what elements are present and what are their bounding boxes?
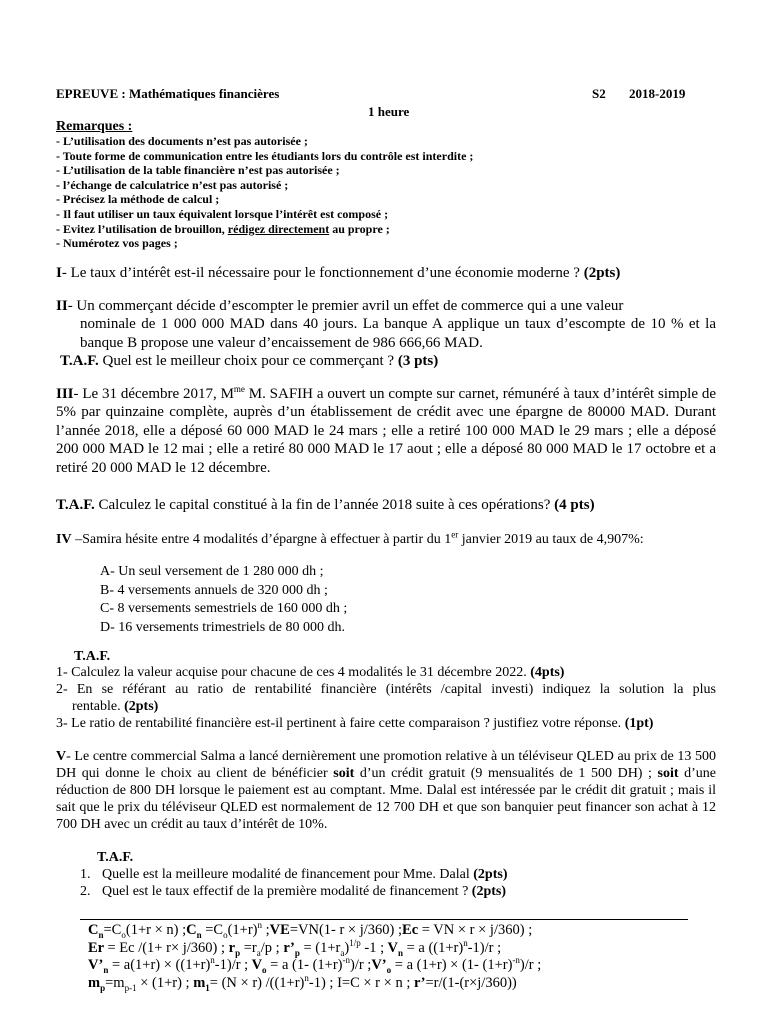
question-5: V- Le centre commercial Salma a lancé dernièrement une promotion relative à un téléviseur QLED au prix de 13 500 DH qui donne le choix au client de bénéficier soit d’un crédit gratuit (9 mensualités de 1 500 DH) ; soit d’une réduction de 800 DH lorsque le paiement est au comptant. Mme. Dalal est intéressée par le crédit dit gratuit ; mais il sait que le prix du téléviseur QLED est normalement de 12 700 DH et que son banquier peut financer son achat à 12 700 DH avec un crédit au taux d’intérêt de 10%. — [56, 749, 716, 832]
formula-separator — [80, 919, 688, 920]
question-number: V — [56, 749, 67, 764]
remark-item: - Numérotez vos pages ; — [56, 236, 178, 251]
task-item: 2. Quel est le taux effectif de la première modalité de financement ? (2pts) — [80, 884, 507, 899]
task-item: 1. Quelle est la meilleure modalité de financement pour Mme. Dalal (2pts) — [80, 867, 508, 882]
points: (4 pts) — [554, 497, 595, 513]
points: (2pts) — [471, 884, 507, 899]
points: (4pts) — [530, 665, 565, 680]
taf-label: T.A.F. — [56, 497, 95, 513]
points: (3 pts) — [397, 353, 439, 369]
question-5-tasks — [80, 866, 508, 900]
exam-title: EPREUVE : Mathématiques financières — [56, 86, 280, 101]
taf-label: T.A.F. — [97, 850, 134, 865]
question-2-task: T.A.F. Quel est le meilleur choix pour ce commerçant ? (3 pts) — [60, 353, 439, 369]
formula-line: $m_p=m_{p-1} \times (1+r)$ ; $m_1= (N \times r)$ $/((1+r)^n-1)$ ; I=C × r × n ; r’=r/(1-(r×j/360)) — [88, 972, 517, 993]
remark-item: - L’utilisation de la table financière n’est pas autorisée ; — [56, 163, 340, 178]
remarks-title: Remarques : — [56, 119, 133, 134]
task-item: 3- Le ratio de rentabilité financière est-il pertinent à faire cette comparaison ? justifiez votre réponse. (1pt) — [56, 716, 654, 731]
taf-label: T.A.F. — [60, 353, 99, 369]
formula-line: Er = Ec /(1+ r× j/360) ; $r_p =r_a/p$ ; $r’_p = (1+r_a)^{1/p}$ -1 ; $V_n = a$ $((1+r)^n-1)/r$ ; — [88, 937, 502, 958]
savings-options — [100, 563, 347, 637]
question-1: I- Le taux d’intérêt est-il nécessaire pour le fonctionnement d’une économie moderne ? (2pts) — [56, 265, 621, 281]
remark-item: - L’utilisation des documents n’est pas autorisée ; — [56, 134, 308, 148]
points: (2pts) — [583, 265, 621, 281]
remark-item: - l’échange de calculatrice n’est pas autorisé ; — [56, 177, 289, 192]
formula-line: $V’_n = a(1+r) \times ((1+r)^n-1)/r$ ; $V_o = a$ (1- $(1+r)^{-n})/r$ $;V’_o = a$ (1+r) × (1- $(1+r)^{-n})/r$ ; — [88, 955, 542, 975]
question-4-tasks: 1- Calculez la valeur acquise pour chacune de ces 4 modalités le 31 décembre 2022. (4pts) 2- En se référant au ratio de rentabilité financière (intérêts /capital investi) indiquez la solution la plus rentable. (2pts) 3- Le ratio de rentabilité financière est-il pertinent à faire cette comparaison ? justifiez votre réponse. (1pt) — [56, 665, 716, 731]
question-number: II — [56, 298, 68, 314]
taf-label: T.A.F. — [74, 649, 111, 664]
question-3: III- Le 31 décembre 2017, $M^{me}$ M. SAFIH a ouvert un compte sur carnet, rémunéré à taux d’intérêt simple de 5% par quinzaine complète, auprès d’un établissement de crédit avec une épargne de 80000 MAD. Durant l’année 2018, elle a déposé 60 000 MAD le 24 mars ; elle a retiré 100 000 MAD le 29 mars ; elle a déposé 200 000 MAD le 12 mai ; elle a retiré 80 000 MAD le 17 aout ; elle a déposé 80 000 MAD le 17 octobre et a retiré 20 000 MAD le 12 décembre. — [56, 384, 716, 476]
question-number: I — [56, 265, 62, 281]
question-2: II- Un commerçant décide d’escompter le premier avril un effet de commerce qui a une valeur nominale de 1 000 000 MAD dans 40 jours. La banque A applique un taux d’escompte de 10 % et la banque B propose une valeur d’encaissement de 986 666,66 MAD. — [56, 298, 716, 351]
question-number: IV — [56, 532, 72, 547]
formula-sheet — [88, 922, 541, 992]
task-item: 1- Calculez la valeur acquise pour chacune de ces 4 modalités le 31 décembre 2022. (4pts) — [56, 665, 565, 680]
option-item: D- 16 versements trimestriels de 80 000 dh. — [100, 619, 345, 635]
option-item: B- 4 versements annuels de 320 000 dh ; — [100, 582, 328, 598]
remarks-list — [56, 134, 473, 251]
semester: S2 — [592, 86, 606, 101]
question-3-task: T.A.F. Calculez le capital constitué à la fin de l’année 2018 suite à ces opérations? (4 pts) — [56, 497, 595, 513]
remark-item: - Toute forme de communication entre les étudiants lors du contrôle est interdite ; — [56, 148, 474, 163]
question-number: III — [56, 386, 74, 402]
academic-year: 2018-2019 — [629, 86, 686, 101]
underlined-phrase: rédigez directement — [227, 221, 330, 236]
points: (2pts) — [473, 867, 508, 882]
remark-item: - Il faut utiliser un taux équivalent lorsque l’intérêt est composé ; — [56, 206, 389, 221]
remark-item: - Evitez l’utilisation de brouillon, rédigez directement au propre ; — [56, 221, 390, 236]
option-item: C- 8 versements semestriels de 160 000 dh ; — [100, 601, 348, 616]
duration: 1 heure — [368, 104, 410, 119]
points: (1pt) — [624, 716, 654, 731]
question-4: IV –Samira hésite entre 4 modalités d’épargne à effectuer à partir du 1er janvier 2019 au taux de 4,907%: — [56, 529, 644, 547]
points: (2pts) — [124, 699, 159, 714]
task-item: 2- En se référant au ratio de rentabilité financière (intérêts /capital investi) indiquez la solution la plus — [56, 682, 716, 697]
formula-line: $C_n=C_o(1+r \times n)$ $;C_n =C_o(1+r)^n$ ;VE=VN(1- r × j/360) ;Ec = VN × r × j/360) ; — [88, 920, 533, 940]
option-item: A- Un seul versement de 1 280 000 dh ; — [100, 564, 324, 579]
remark-item: - Précisez la méthode de calcul ; — [56, 192, 220, 207]
